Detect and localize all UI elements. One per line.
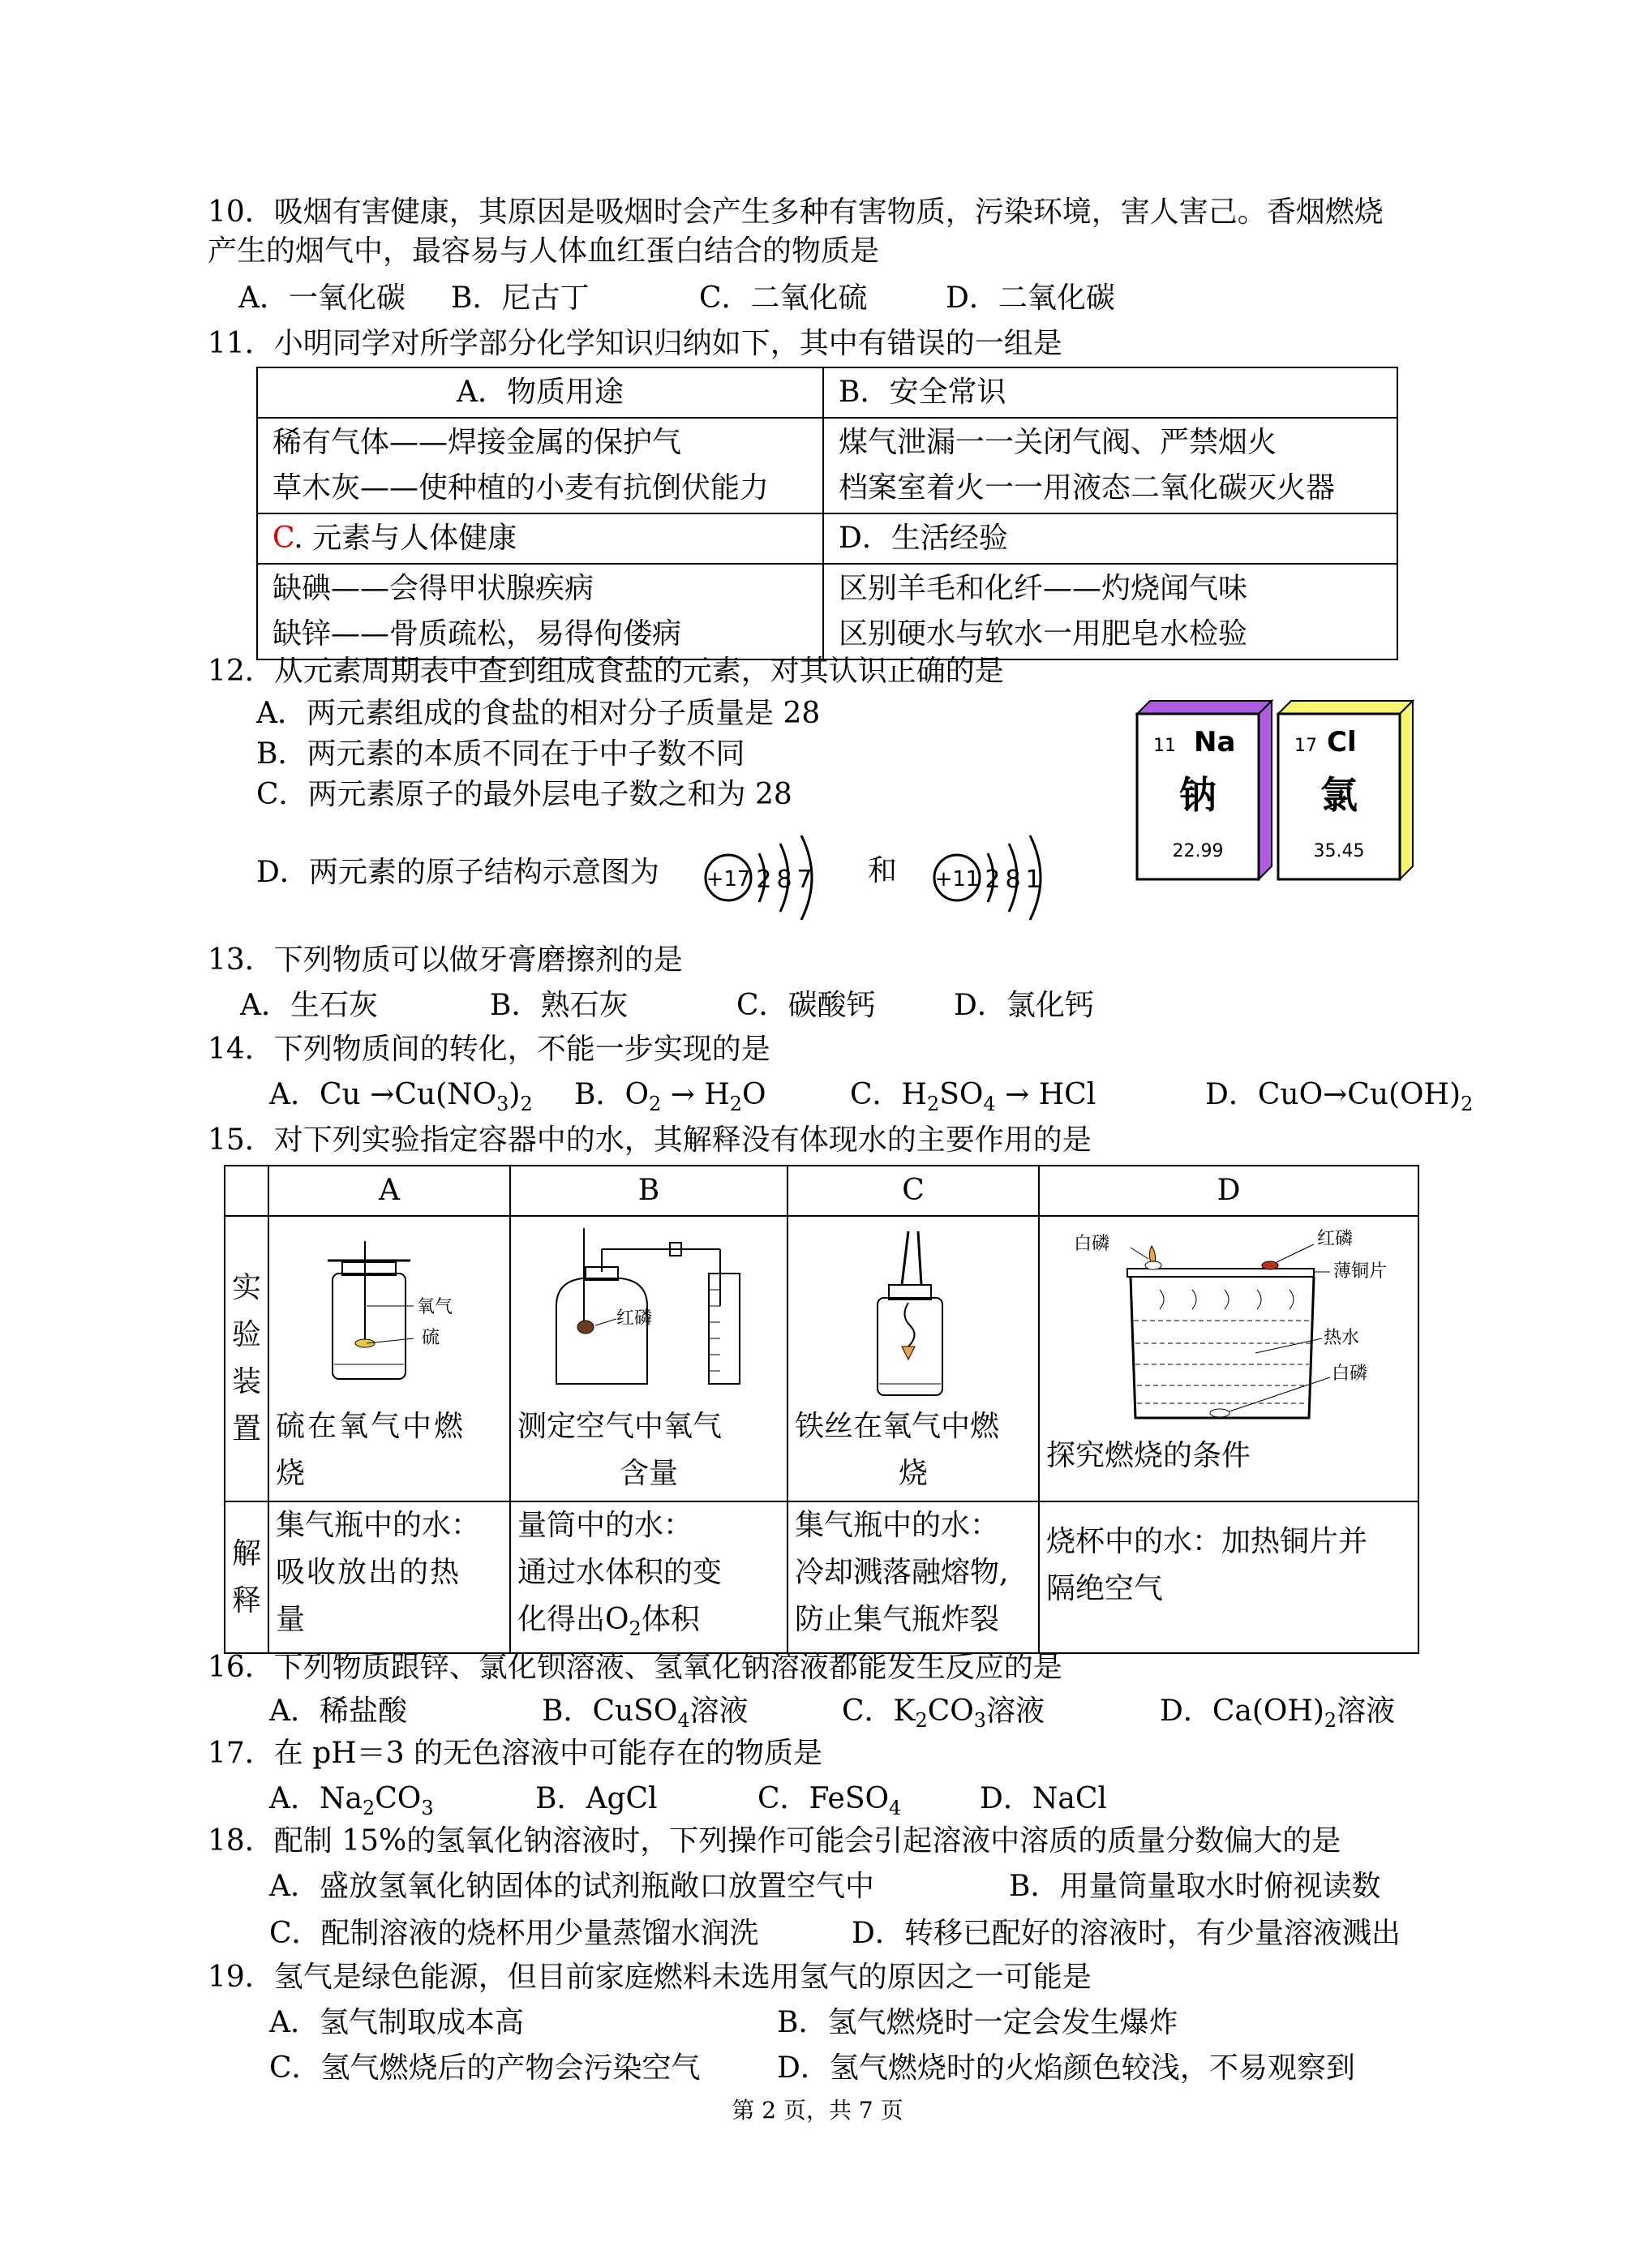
q12-stem: 12．从元素周期表中查到组成食盐的元素，对其认识正确的是 xyxy=(208,655,1004,688)
q14-option-a xyxy=(269,1076,533,1123)
q15-d-caption: 探究燃烧的条件 xyxy=(1046,1439,1251,1472)
q16-option-c xyxy=(842,1692,1045,1740)
q15-row-label-explain xyxy=(225,1501,268,1653)
q17-option-b: B．AgCl xyxy=(535,1782,658,1815)
q14-a-sub1: 3 xyxy=(496,1093,509,1115)
q11-c-title: . 元素与人体健康 xyxy=(294,522,517,555)
q15-head-d: D xyxy=(1039,1166,1418,1216)
q15-c-explain-1: 集气瓶中的水： xyxy=(795,1509,1000,1542)
label-white-phosphorus-top: 白磷 xyxy=(1074,1234,1110,1254)
na-atomic-number: 11 xyxy=(1153,736,1176,756)
q10-option-c: C．二氧化硫 xyxy=(699,281,868,315)
label-hot-water: 热水 xyxy=(1324,1328,1360,1348)
q15-a-caption-1: 硫在氧气中燃 xyxy=(276,1410,466,1443)
q15-b-explain-2: 通过水体积的变 xyxy=(517,1556,723,1589)
cl-symbol: Cl xyxy=(1327,726,1357,758)
q15-device-b xyxy=(510,1216,787,1501)
q10-stem-line1: 10．吸烟有害健康，其原因是吸烟时会产生多种有害物质，污染环境，害人害己。香烟燃烧 xyxy=(208,195,1384,229)
q15-head-b: B xyxy=(510,1166,787,1216)
q15-c-caption-1: 铁丝在氧气中燃 xyxy=(795,1410,1000,1443)
q19-option-a: A．氢气制取成本高 xyxy=(269,2006,524,2039)
q11-head-a: A．物质用途 xyxy=(257,367,823,418)
q15-b-explain-3-sub: 2 xyxy=(629,1617,642,1640)
na-cell-side xyxy=(1259,701,1272,879)
q16-option-b xyxy=(542,1692,749,1740)
q19-option-b: B．氢气燃烧时一定会发生爆炸 xyxy=(777,2006,1178,2039)
q11-b2: 档案室着火一一用液态二氧化碳灭火器 xyxy=(839,471,1336,505)
q15-b-explain-3-post: 体积 xyxy=(641,1603,700,1636)
q12-option-d: D．两元素的原子结构示意图为 xyxy=(256,856,659,889)
q11-head-c xyxy=(257,513,823,564)
q15-label-char: 置 xyxy=(232,1412,262,1445)
q14-b-sub1: 2 xyxy=(648,1093,662,1115)
q16-b-post: 溶液 xyxy=(689,1695,749,1728)
q10-option-a: A．一氧化碳 xyxy=(238,281,406,315)
q15-a-explain-3: 量 xyxy=(276,1603,306,1636)
q15-explain-d xyxy=(1039,1501,1418,1653)
q15-device-a xyxy=(268,1216,510,1501)
q14-d-sub: 2 xyxy=(1461,1093,1474,1115)
q15-b-explain-1: 量筒中的水： xyxy=(517,1509,693,1542)
q12-option-b: B．两元素的本质不同在于中子数不同 xyxy=(256,737,745,771)
q16-b-text: B．CuSO xyxy=(542,1695,678,1728)
page-number: 第 2 页，共 7 页 xyxy=(732,2097,903,2124)
na-cell-top xyxy=(1137,701,1272,714)
iron-wire-burning-bottle-diagram xyxy=(795,1225,1032,1403)
q17-option-d: D．NaCl xyxy=(980,1782,1107,1815)
combustion-conditions-beaker-diagram xyxy=(1046,1223,1411,1433)
oxygen-content-apparatus-diagram xyxy=(517,1225,780,1403)
cl-cell-top xyxy=(1278,701,1413,714)
q11-c-letter: C xyxy=(272,522,294,555)
q11-head-b: B．安全常识 xyxy=(823,367,1397,418)
q14-stem: 14．下列物质间的转化，不能一步实现的是 xyxy=(208,1033,770,1066)
na-name: 钠 xyxy=(1179,773,1217,817)
q13-option-a: A．生石灰 xyxy=(240,989,378,1022)
q14-c-mid: SO xyxy=(939,1078,984,1111)
q11-cell-a xyxy=(257,418,823,513)
cl-cell-side xyxy=(1400,701,1413,879)
q16-c-mid: CO xyxy=(927,1695,974,1728)
q18-option-d: D．转移已配好的溶液时，有少量溶液溅出 xyxy=(852,1917,1401,1950)
q16-stem: 16．下列物质跟锌、氯化钡溶液、氢氧化钠溶液都能发生反应的是 xyxy=(208,1651,1062,1684)
q15-explain-a xyxy=(268,1501,510,1653)
atom2-nucleus: +11 xyxy=(934,867,980,891)
q16-c-sub1: 2 xyxy=(915,1709,928,1732)
cl-atomic-number: 17 xyxy=(1294,736,1317,756)
q11-c2: 缺锌——骨质疏松，易得佝偻病 xyxy=(272,617,682,651)
q15-corner xyxy=(225,1166,268,1216)
q14-c-post: → HCl xyxy=(995,1078,1096,1111)
q12-option-a: A．两元素组成的食盐的相对分子质量是 28 xyxy=(256,697,821,730)
q15-device-d xyxy=(1039,1216,1418,1501)
q14-a-sub2: 2 xyxy=(520,1093,533,1115)
q15-a-caption-2: 烧 xyxy=(276,1457,306,1490)
q16-b-sub: 4 xyxy=(677,1709,690,1732)
q14-d-text: D．CuO→Cu(OH) xyxy=(1205,1078,1461,1111)
cl-name: 氯 xyxy=(1320,773,1358,817)
q16-option-a: A．稀盐酸 xyxy=(269,1695,407,1728)
q18-option-b: B．用量筒量取水时俯视读数 xyxy=(1009,1870,1381,1903)
q13-option-c: C．碳酸钙 xyxy=(736,989,876,1022)
q14-b-sub2: 2 xyxy=(729,1093,742,1115)
q11-cell-b xyxy=(823,418,1397,513)
q16-d-text: D．Ca(OH) xyxy=(1160,1695,1324,1728)
q14-b-mid: → H xyxy=(661,1078,730,1111)
q15-b-caption-2: 含量 xyxy=(620,1457,679,1490)
label-red-phosphorus: 红磷 xyxy=(616,1308,653,1329)
q15-explain-c xyxy=(787,1501,1039,1653)
cl-mass: 35.45 xyxy=(1313,841,1365,861)
q16-c-post: 溶液 xyxy=(986,1695,1045,1728)
q15-b-explain-3-text: 化得出O xyxy=(517,1603,629,1636)
q17-a-mid: CO xyxy=(375,1782,422,1815)
q15-stem: 15．对下列实验指定容器中的水，其解释没有体现水的主要作用的是 xyxy=(208,1123,1092,1157)
q11-d1: 区别羊毛和化纤——灼烧闻气味 xyxy=(839,572,1248,605)
q17-stem: 17．在 pH＝3 的无色溶液中可能存在的物质是 xyxy=(208,1737,823,1770)
q17-a-sub1: 2 xyxy=(362,1797,375,1819)
q11-stem: 11．小明同学对所学部分化学知识归纳如下，其中有错误的一组是 xyxy=(208,327,1062,360)
label-red-phosphorus-top: 红磷 xyxy=(1317,1229,1354,1249)
q15-c-explain-3: 防止集气瓶炸裂 xyxy=(795,1603,1000,1636)
q15-c-explain-2: 冷却溅落融熔物, xyxy=(795,1556,1009,1589)
q19-stem: 19．氢气是绿色能源，但目前家庭燃料未选用氢气的原因之一可能是 xyxy=(208,1961,1092,1994)
na-symbol: Na xyxy=(1194,726,1236,758)
label-white-phosphorus-bottom: 白磷 xyxy=(1332,1364,1368,1384)
q16-d-post: 溶液 xyxy=(1337,1695,1396,1728)
q14-b-post: O xyxy=(742,1078,766,1111)
q15-table xyxy=(224,1165,1419,1654)
q16-d-sub: 2 xyxy=(1324,1709,1337,1732)
q10-option-d: D．二氧化碳 xyxy=(946,281,1115,315)
q13-option-d: D．氯化钙 xyxy=(954,989,1094,1022)
q15-label-char: 实 xyxy=(232,1271,262,1304)
q11-cell-c xyxy=(257,564,823,659)
q18-stem: 18．配制 15%的氢氧化钠溶液时，下列操作可能会引起溶液中溶质的质量分数偏大的是 xyxy=(208,1824,1341,1858)
atom-structure-diagram-na xyxy=(925,827,1087,925)
q14-a-text: A．Cu →Cu(NO xyxy=(269,1078,497,1111)
q16-c-text: C．K xyxy=(842,1695,916,1728)
q14-b-text: B．O xyxy=(574,1078,649,1111)
q14-c-sub1: 2 xyxy=(926,1093,940,1115)
label-oxygen: 氧气 xyxy=(417,1297,453,1317)
q13-option-b: B．熟石灰 xyxy=(490,989,629,1022)
q19-option-d: D．氢气燃烧时的火焰颜色较浅，不易观察到 xyxy=(777,2051,1355,2085)
q15-d-explain-1: 烧杯中的水：加热铜片并 xyxy=(1046,1525,1368,1558)
q15-head-c: C xyxy=(787,1166,1039,1216)
q15-label-char: 释 xyxy=(232,1583,262,1617)
q14-option-c xyxy=(850,1076,1096,1123)
q15-label-char: 解 xyxy=(232,1536,262,1570)
q15-head-a: A xyxy=(268,1166,510,1216)
na-mass: 22.99 xyxy=(1172,841,1224,861)
q15-label-char: 装 xyxy=(232,1365,262,1398)
q12-and: 和 xyxy=(868,854,898,887)
q10-stem-line2: 产生的烟气中，最容易与人体血红蛋白结合的物质是 xyxy=(208,234,880,268)
q15-b-caption-1: 测定空气中氧气 xyxy=(517,1410,723,1443)
q14-a-mid: ) xyxy=(509,1078,521,1111)
label-sulfur: 硫 xyxy=(422,1328,440,1348)
q12-option-c: C．两元素原子的最外层电子数之和为 28 xyxy=(256,778,792,811)
q11-d2: 区别硬水与软水一用肥皂水检验 xyxy=(839,617,1248,651)
label-copper-sheet: 薄铜片 xyxy=(1333,1261,1388,1282)
q15-explain-b xyxy=(510,1501,787,1653)
q15-c-caption-2: 烧 xyxy=(899,1457,929,1490)
q11-table xyxy=(256,367,1398,660)
q17-c-sub: 4 xyxy=(889,1797,902,1819)
q14-c-text: C．H xyxy=(850,1078,927,1111)
q17-a-sub2: 3 xyxy=(421,1797,434,1819)
atom2-shells: 281 xyxy=(985,866,1046,894)
q15-row-label-device xyxy=(225,1216,268,1501)
atom1-nucleus: +17 xyxy=(706,867,751,891)
q15-label-char: 验 xyxy=(232,1318,262,1351)
q11-c1: 缺碘——会得甲状腺疾病 xyxy=(272,572,594,605)
q15-a-explain-1: 集气瓶中的水： xyxy=(276,1509,481,1542)
atom1-shells: 287 xyxy=(756,866,818,894)
q16-c-sub2: 3 xyxy=(973,1709,987,1732)
sulfur-burning-bottle-diagram xyxy=(276,1225,503,1403)
q14-option-b xyxy=(574,1076,766,1123)
q10-option-b: B．尼古丁 xyxy=(451,281,590,315)
q15-b-explain-3 xyxy=(517,1596,780,1652)
q18-option-c: C．配制溶液的烧杯用少量蒸馏水润洗 xyxy=(269,1917,759,1950)
q14-c-sub2: 4 xyxy=(983,1093,996,1115)
q14-option-d xyxy=(1205,1076,1473,1123)
periodic-table-cells xyxy=(1132,698,1416,883)
q17-a-text: A．Na xyxy=(269,1782,363,1815)
q16-option-d xyxy=(1160,1692,1395,1740)
q15-device-c xyxy=(787,1216,1039,1501)
atom-structure-diagram-cl xyxy=(696,827,858,925)
q17-option-c xyxy=(757,1780,901,1828)
q11-a1: 稀有气体——焊接金属的保护气 xyxy=(272,426,682,459)
q17-c-text: C．FeSO xyxy=(757,1782,890,1815)
q15-a-explain-2: 吸收放出的热 xyxy=(276,1556,461,1589)
q19-option-c: C．氢气燃烧后的产物会污染空气 xyxy=(269,2051,701,2085)
q11-a2: 草木灰——使种植的小麦有抗倒伏能力 xyxy=(272,471,770,505)
q11-head-d: D．生活经验 xyxy=(823,513,1397,564)
q11-b1: 煤气泄漏一一关闭气阀、严禁烟火 xyxy=(839,426,1277,459)
q13-stem: 13．下列物质可以做牙膏磨擦剂的是 xyxy=(208,943,683,977)
q17-option-a xyxy=(269,1780,434,1828)
q11-cell-d xyxy=(823,564,1397,659)
q18-option-a: A．盛放氢氧化钠固体的试剂瓶敞口放置空气中 xyxy=(269,1870,874,1903)
q15-d-explain-2: 隔绝空气 xyxy=(1046,1572,1164,1605)
